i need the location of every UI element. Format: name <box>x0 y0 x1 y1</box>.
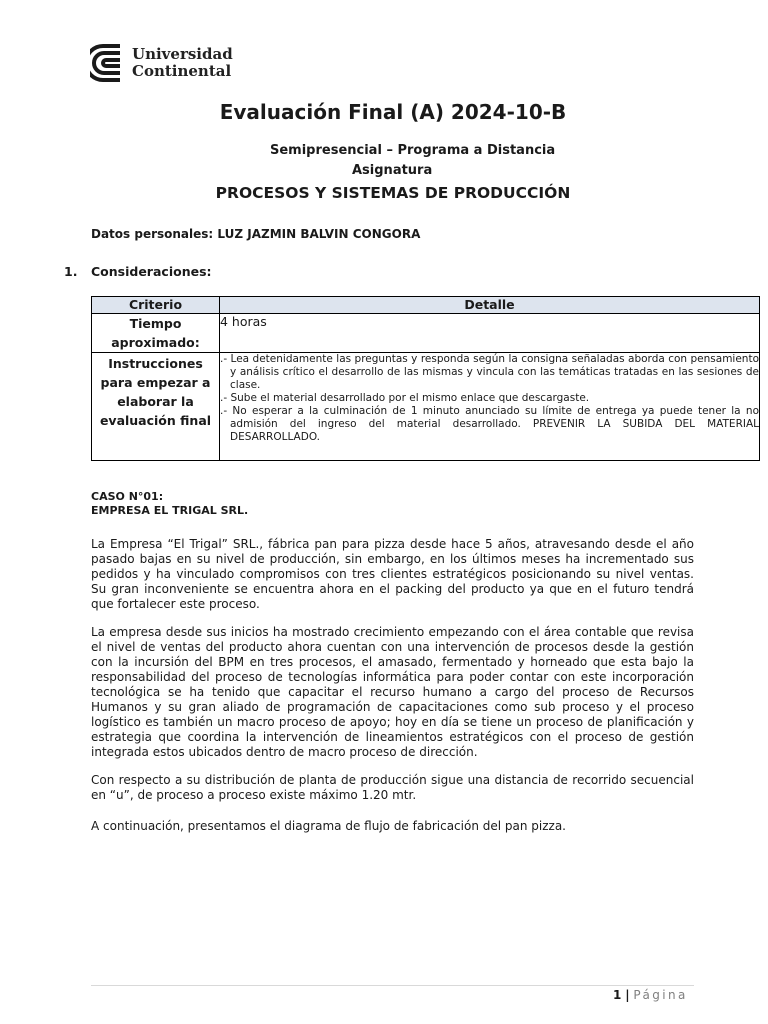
footer-divider <box>91 985 694 986</box>
instructions-list <box>220 353 760 461</box>
section-title: Consideraciones: <box>91 264 212 279</box>
table-header-criterio: Criterio <box>92 297 220 314</box>
section-number: 1. <box>64 264 78 279</box>
personal-data: Datos personales: LUZ JAZMIN BALVIN CONGORA <box>91 227 421 241</box>
page-footer <box>613 988 688 1002</box>
case-paragraph-4: A continuación, presentamos el diagrama de flujo de fabricación del pan pizza. <box>91 819 566 833</box>
table-header-detalle: Detalle <box>220 297 760 314</box>
instruction-item: .- Lea detenidamente las preguntas y responda según la consigna señaladas aborda con pensamiento y análisis crítico el desarrollo de las mismas y vincula con las temáticas tratadas en las sesiones de clase. <box>220 353 759 391</box>
case-company: EMPRESA EL TRIGAL SRL. <box>91 504 249 517</box>
subject-name: PROCESOS Y SISTEMAS DE PRODUCCIÓN <box>215 184 571 202</box>
university-logo <box>90 42 233 84</box>
page-title: Evaluación Final (A) 2024-10-B <box>219 100 567 124</box>
logo-wordmark <box>132 46 233 80</box>
table-row <box>92 314 760 353</box>
table-row <box>92 353 760 461</box>
logo-line-2: Continental <box>132 62 232 80</box>
page-separator: | <box>625 988 630 1002</box>
section-heading <box>64 264 212 279</box>
case-paragraph-3: Con respecto a su distribución de planta de producción sigue una distancia de recorrido secuencial en “u”, de proceso a proceso existe máximo 1.20 mtr. <box>91 773 694 802</box>
subject-label: Asignatura <box>352 163 433 178</box>
logo-line-1: Universidad <box>132 45 233 63</box>
page-number: 1 <box>613 988 622 1002</box>
time-label: Tiempo aproximado: <box>92 314 220 353</box>
modality-subtitle: Semipresencial – Programa a Distancia <box>270 143 556 158</box>
instructions-label: Instrucciones para empezar a elaborar la evaluación final <box>92 353 220 461</box>
instruction-item: .- Sube el material desarrollado por el mismo enlace que descargaste. <box>220 392 590 404</box>
case-paragraph-1: La Empresa “El Trigal” SRL., fábrica pan para pizza desde hace 5 años, atravesando desde el año pasado bajas en su nivel de producción, sin embargo, en los últimos meses ha incrementado sus pedidos y ha vinculado compromisos con tres clientes estratégicos posicionando su nivel ventas. Su gran inconveniente se encuentra ahora en el packing del producto ya que en el futuro tendrá que fortalecer este proceso. <box>91 537 694 611</box>
case-heading: CASO N°01: <box>91 490 164 503</box>
case-paragraph-2: La empresa desde sus inicios ha mostrado crecimiento empezando con el área contable que revisa el nivel de ventas del producto ahora cuentan con una intervención de procesos desde la gestión con la incursión del BPM en tres procesos, el amasado, fermentado y horneado que esta bajo la responsabilidad del proceso de tecnologías informática para poder contar con este incorporación tecnológica se ha tenido que capacitar el recurso humano a cargo del proceso de Recursos Humanos y su gran aliado de programación de capacitaciones como sub proceso y el proceso logístico es también un macro proceso de apoyo; hoy en día se tiene un proceso de planificación y estrategia que coordina la intervención de lineamientos estratégicos con el proceso de gestión integrada estos ubicados dentro de macro proceso de dirección. <box>91 625 694 759</box>
considerations-table <box>91 296 760 461</box>
instruction-item: .- No esperar a la culminación de 1 minuto anunciado su límite de entrega ya puede tener la no admisión del ingreso del material desarrollado. PREVENIR LA SUBIDA DEL MATERIAL DESARROLLADO. <box>220 405 759 443</box>
table-header-row <box>92 297 760 314</box>
page-label: Página <box>633 988 688 1002</box>
university-logo-icon <box>90 42 124 84</box>
case-heading-block <box>91 490 248 518</box>
time-value: 4 horas <box>220 314 760 353</box>
